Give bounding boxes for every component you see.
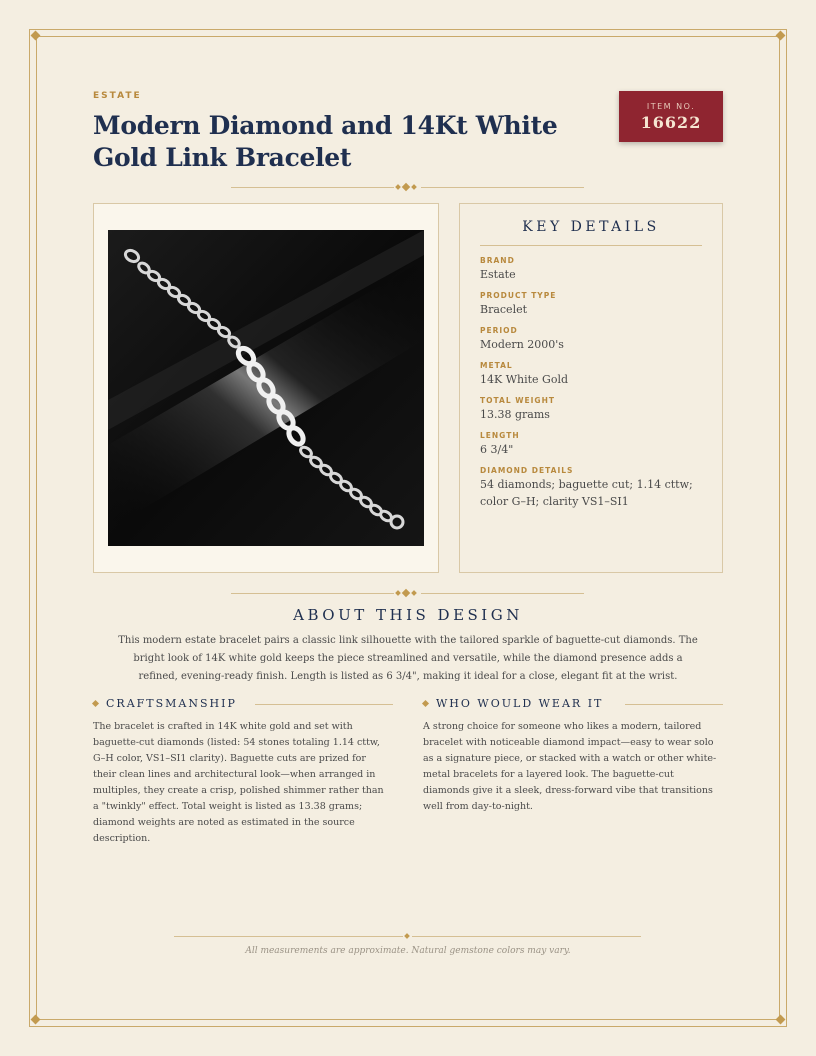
detail-label: METAL [480,361,513,370]
item-number-value: 16622 [640,113,702,132]
detail-total-weight [480,396,705,423]
key-details-title: KEY DETAILS [522,219,660,235]
detail-value: 54 diamonds; baguette cut; 1.14 cttw; color G–H; clarity VS1–SI1 [480,478,693,508]
craftsmanship-title: CRAFTSMANSHIP [106,697,237,710]
category-label: ESTATE [93,91,142,101]
item-number-badge [619,91,723,142]
detail-length [480,431,705,458]
who-would-wear-heading [423,697,723,711]
title-divider [231,182,584,194]
detail-value: 6 3/4" [480,443,514,456]
detail-value: Bracelet [480,303,528,316]
diamond-bullet-icon [422,700,429,707]
about-divider [231,588,584,600]
about-title: ABOUT THIS DESIGN [293,606,523,624]
page-title: Modern Diamond and 14Kt White Gold Link Bracelet [93,111,558,172]
about-body: This modern estate bracelet pairs a classic link silhouette with the tailored sparkle of baguette-cut diamonds. The bright look of 14K white gold keeps the piece streamlined and versatile, while the diamond presence adds a refined, evening-ready finish. Length is listed as 6 3/4", making it ideal for a close, elegant fit at the wrist. [118,635,698,682]
bracelet-image [108,230,424,546]
detail-value: 13.38 grams [480,408,550,421]
detail-label: BRAND [480,256,515,265]
detail-label: DIAMOND DETAILS [480,466,574,475]
diamond-bullet-icon [92,700,99,707]
detail-label: PRODUCT TYPE [480,291,557,300]
detail-label: LENGTH [480,431,520,440]
detail-diamond-details [480,466,705,510]
key-details-list [480,256,705,518]
footer-divider [174,931,641,943]
detail-product-type [480,291,705,318]
detail-value: Modern 2000's [480,338,564,351]
who-would-wear-title: WHO WOULD WEAR IT [436,697,604,710]
item-number-label: ITEM NO. [646,102,696,111]
craftsmanship-body: The bracelet is crafted in 14K white gold and set with baguette-cut diamonds (listed: 54 stones totaling 1.14 cttw, G–H color, VS1–SI1 clarity). Baguette cuts are prized for their clean lines and architectural look—when arranged in multiples, they create a crisp, polished shimmer rather than a "twinkly" effect. Total weight is listed as 13.38 grams; diamond weights are noted as estimated in the source description. [93,721,384,844]
detail-period [480,326,705,353]
bracelet-photo [108,230,424,546]
detail-label: PERIOD [480,326,518,335]
footer-note: All measurements are approximate. Natural gemstone colors may vary. [245,946,571,956]
detail-value: 14K White Gold [480,373,569,386]
key-details-rule [480,245,702,246]
detail-label: TOTAL WEIGHT [480,396,555,405]
detail-metal [480,361,705,388]
detail-value: Estate [480,268,516,281]
craftsmanship-heading [93,697,393,711]
who-would-wear-body: A strong choice for someone who likes a modern, tailored bracelet with noticeable diamond impact—easy to wear solo as a signature piece, or stacked with a watch or other white-metal bracelets for a layered look. The baguette-cut diamonds give it a sleek, dress-forward vibe that transitions well from day-to-night. [423,721,717,812]
detail-brand [480,256,705,283]
